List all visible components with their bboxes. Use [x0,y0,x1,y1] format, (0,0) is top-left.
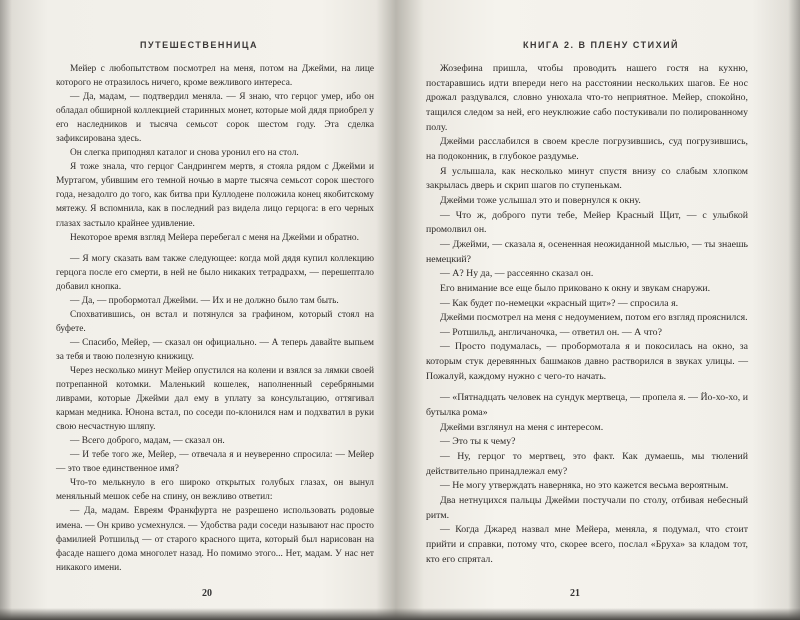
left-running-head: ПУТЕШЕСТВЕННИЦА [140,40,258,50]
paragraph: Мейер с любопытством посмотрел на меня, потом на Джейми, на лице которого не отразилось ничего, кроме вежливого интереса. [56,64,374,89]
left-page [0,0,398,610]
paragraph: — Ну, герцог то мертвец, это факт. Как думаешь, мы тюлений действительно принадлежал ему? [426,451,748,477]
paragraph: Джейми расслабился в своем кресле погрузившись, суд погрузившись, на подоконник, в глубокое раздумье. [426,136,748,162]
paragraph: — Да, — пробормотал Джейми. — Их и не должно было там быть. [70,295,339,306]
right-text-block [426,62,748,567]
paragraph: — Это ты к чему? [440,436,516,448]
paragraph: — Что ж, доброго пути тебе, Мейер Красный Щит, — с улыбкой промолвил он. [426,209,748,236]
paragraph: Спохватившись, он встал и потянулся за графином, который стоял на буфете. [56,309,374,334]
paragraph: — Спасибо, Мейер, — сказал он официально. — А теперь давайте выпьем за тебя и твою полезную книжицу. [56,337,374,362]
paragraph: — Просто подумалась, — пробормотала я и покосилась на окно, за которым стук деревянных башмаков давно растворился в звуках улицы. — Пожалуй, каждому нужно с чего-то начать. [426,341,748,382]
paragraph: Его внимание все еще было приковано к окну и звукам снаружи. [440,282,711,294]
left-page-number: 20 [202,588,212,599]
paragraph: — Ротшильд, англичаночка, — ответил он. — А что? [440,326,662,338]
paragraph: — Всего доброго, мадам, — сказал он. [70,436,225,447]
paragraph: Джейми тоже услышал это и повернулся к окну. [440,194,641,206]
paragraph: Джейми взглянул на меня с интересом. [440,421,604,433]
left-text-block [56,62,374,575]
paragraph: Я тоже знала, что герцог Сандрингем мертв, я стояла рядом с Джейми и Муртагом, убившим его темной ночью в марте тысяча семьсот сорок шестого года, незадолго до того, как битва при Куллодене положила конец якобитскому мятежу. Я вспомнила, как в последний раз видела лицо герцога: в его черных глазах застыло крайнее удивление. [56,162,374,229]
paragraph: — И тебе того же, Мейер, — отвечала я и неуверенно спросила: — Мейер — это твое единственное имя? [56,450,374,475]
paragraph: — Да, мадам. Евреям Франкфурта не разрешено использовать родовые имена. — Он криво усмехнулся. — Удобства ради соседи называют нас просто фамилией Ротшильд — от старого красного щита, который был нарисован на фасаде нашего дома многолет назад. Но помимо этого... Нет, мадам. У нас нет никакого имени. [56,506,374,573]
paragraph: — «Пятнадцать человек на сундук мертвеца, — пропела я. — Йо-хо-хо, и бутылка рома» [426,392,748,419]
paragraph: — Джейми, — сказала я, осененная неожиданной мыслью, — ты знаешь немецкий? [426,238,748,265]
bottom-background [0,608,800,620]
paragraph: Я услышала, как несколько минут спустя внизу со слабым хлопком закрылась дверь и скрип шагов по ступенькам. [426,165,748,192]
paragraph: Два нетнуцихся пальцы Джейми постучали по столу, отбивая небесный ритм. [426,495,748,521]
paragraph: Через несколько минут Мейер опустился на колени и взялся за лямки своей потрепанной котомки. Маленький кошелек, наполненный серебряными ливрами, которые Джейми дал ему в уплату за консультацию, оттягивал карман медника. Юнона встал, по соседи по-клонился нам и подхватил в руки свою несчастную шляпу. [56,365,374,433]
paragraph: — Да, мадам, — подтвердил меняла. — Я знаю, что герцог умер, ибо он обладал обширной коллекцией старинных монет, которые мой дядя приобрел у его наследников и тысяча семьсот сорок шестом году. Эта сделка зафиксирована здесь. [56,92,374,145]
paragraph: — Когда Джаред назвал мне Мейера, меняла, я подумал, что стоит прийти и справки, потому что, скорее всего, послал «Бруха» за кладом тот, кто его спрятал. [426,524,748,565]
right-running-head: КНИГА 2. В ПЛЕНУ СТИХИЙ [522,40,680,50]
paragraph: Некоторое время взгляд Мейера перебегал с меня на Джейми и обратно. [70,232,359,243]
paragraph: Он слегка приподнял каталог и снова уронил его на стол. [70,148,299,159]
paragraph: Джейми посмотрел на меня с недоумением, потом его взгляд прояснился. [440,312,748,324]
paragraph: — А? Ну да, — рассеянно сказал он. [440,268,594,280]
paragraph: — Как будет по-немецки «красный щит»? — спросила я. [440,297,679,309]
right-page-number: 21 [570,588,580,599]
paragraph: Жозефина пришла, чтобы проводить нашего гостя на кухню, постаравшись идти впереди него на расстоянии нескольких шагов. Ее нос дрожал раздувался, словно унюхала что-то неприятное. Мейер, спокойно, тащился следом за ней, его неуклюжие сабо постукивали по полированному полу. [426,63,748,133]
paragraph: — Я могу сказать вам также следующее: когда мой дядя купил коллекцию герцога после его смерти, в ней не было никаких тетрадрахм, — перешептало добавил кнопка. [56,253,374,292]
paragraph: Что-то мелькнуло в его широко открытых голубых глазах, он вынул меняльный мешок себе на спину, он вежливо ответил: [56,478,374,503]
right-page [402,0,800,610]
paragraph: — Не могу утверждать наверняка, но это кажется весьма вероятным. [440,480,729,492]
